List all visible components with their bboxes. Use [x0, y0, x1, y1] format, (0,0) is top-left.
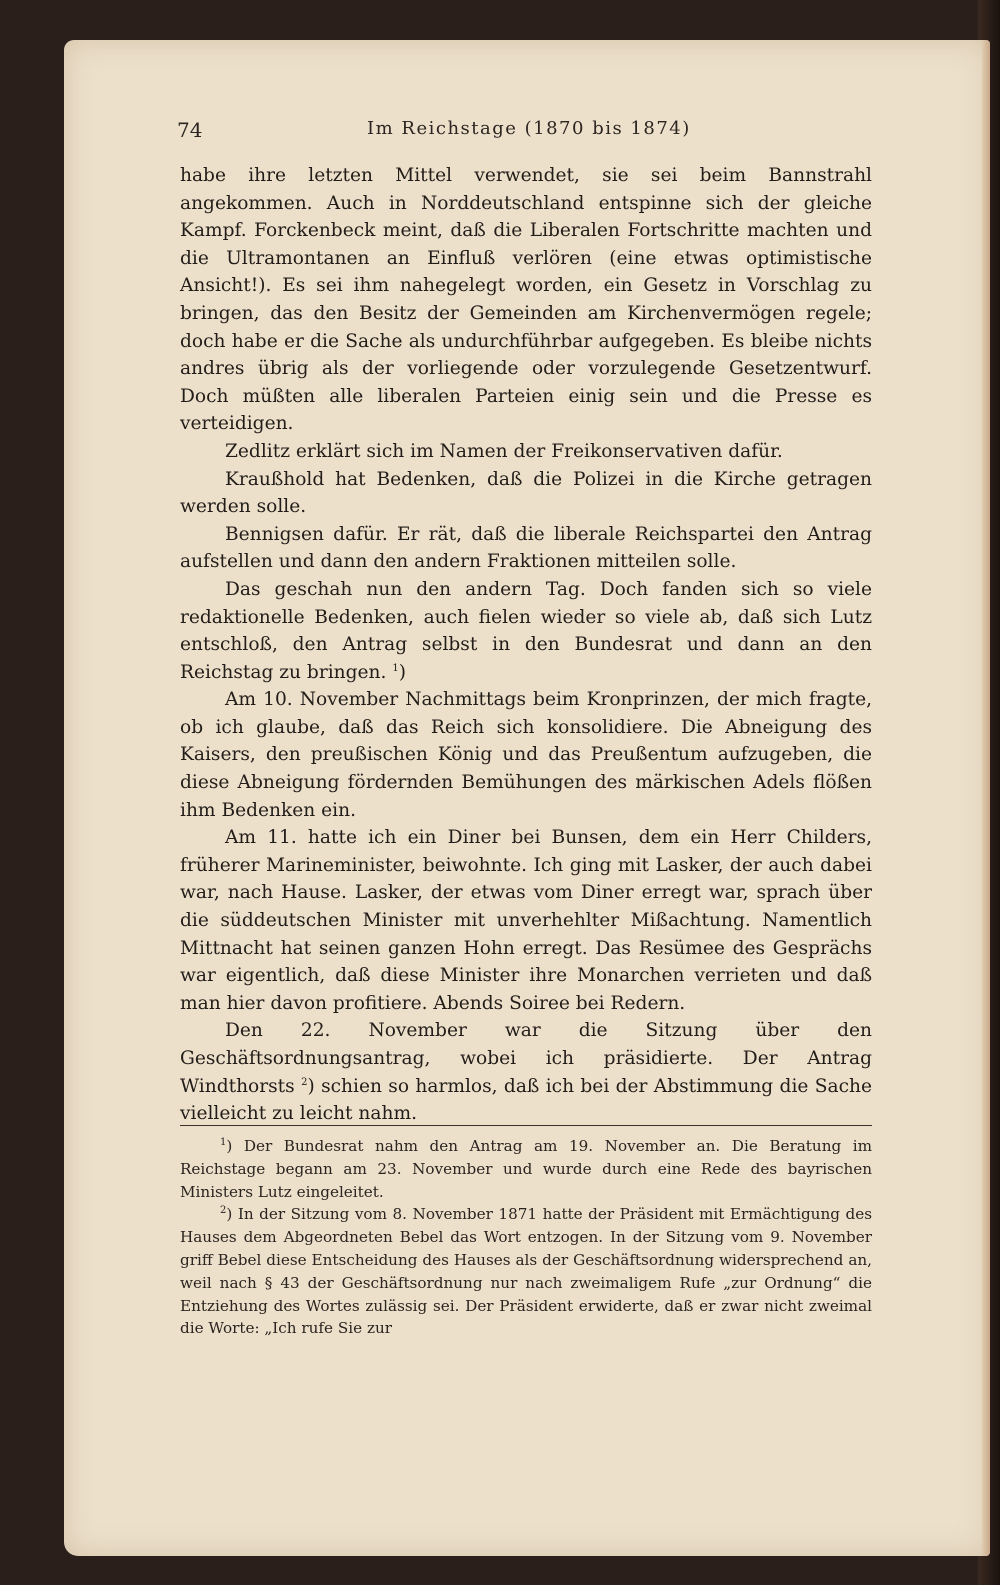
- paragraph: Kraußhold hat Bedenken, daß die Polizei in die Kirche getragen werden solle.: [180, 468, 872, 518]
- footnote: [180, 1135, 872, 1203]
- paragraph: [180, 1017, 872, 1127]
- footnote-text: ) Der Bundesrat nahm den Antrag am 19. November an. Die Beratung im Reichstage begann am 23. November und wurde durch eine Rede des bayrischen Ministers Lutz eingeleitet.: [180, 1137, 872, 1201]
- footnote-reference: 2: [301, 1076, 308, 1088]
- running-title: Im Reichstage (1870 bis 1874): [367, 118, 691, 139]
- footnote-marker: 2: [220, 1205, 227, 1217]
- footnote: [180, 1203, 872, 1340]
- main-text: [180, 162, 872, 1128]
- paragraph: Am 10. November Nachmittags beim Kronprinzen, der mich fragte, ob ich glaube, daß das Reich sich konsolidiere. Die Abneigung des Kaisers, den preußischen König und das Preußentum aufzugeben, die diese Abneigung fördernden Bemühungen des märkischen Adels flößen ihm Bedenken ein.: [180, 689, 872, 821]
- footnote-reference: 1: [392, 662, 399, 674]
- paragraph: Bennigsen dafür. Er rät, daß die liberale Reichspartei den Antrag aufstellen und dann den andern Fraktionen mitteilen solle.: [180, 523, 872, 573]
- paragraph: habe ihre letzten Mittel verwendet, sie sei beim Bannstrahl angekommen. Auch in Norddeutschland entspinne sich der gleiche Kampf. Forckenbeck meint, daß die Liberalen Fortschritte machten und die Ultramontanen an Einfluß verlören (eine etwas optimistische Ansicht!). Es sei ihm nahegelegt worden, ein Gesetz in Vorschlag zu bringen, das den Besitz der Gemeinden am Kirchenvermögen regele; doch habe er die Sache als undurchführbar aufgegeben. Es bleibe nichts andres übrig als der vorliegende oder vorzulegende Gesetzentwurf. Doch müßten alle liberalen Parteien einig sein und die Presse es verteidigen.: [180, 165, 872, 435]
- paragraph-text: Den 22. November war die Sitzung über den Geschäftsordnungsantrag, wobei ich präsidierte. Der Antrag Windthorsts: [180, 1020, 872, 1097]
- page-edge: [982, 40, 990, 1556]
- footnote-divider: [180, 1125, 872, 1126]
- footnote-marker: 1: [220, 1136, 227, 1148]
- footnote-reference-paren: ): [398, 661, 407, 683]
- footnote-text: ) In der Sitzung vom 8. November 1871 hatte der Präsident mit Ermächtigung des Hauses dem Abgeordneten Bebel das Wort entzogen. In der Sitzung vom 9. November griff Bebel diese Entscheidung des Hauses als der Geschäftsordnung widersprechend an, weil nach § 43 der Geschäftsordnung nur nach zweimaligem Rufe „zur Ordnung“ die Entziehung des Wortes zulässig sei. Der Präsident erwiderte, daß er zwar nicht zweimal die Worte: „Ich rufe Sie zur: [180, 1205, 872, 1338]
- page-number: 74: [177, 118, 203, 142]
- paragraph: Zedlitz erklärt sich im Namen der Freikonservativen dafür.: [225, 440, 783, 462]
- paragraph-text: Das geschah nun den andern Tag. Doch fanden sich so viele redaktionelle Bedenken, auch fielen wieder so viele ab, daß sich Lutz entschloß, den Antrag selbst in den Bundesrat und dann an den Reichstag zu bringen.: [180, 578, 872, 683]
- paragraph-text-continued: ) schien so harmlos, daß ich bei der Abstimmung die Sache vielleicht zu leicht nahm.: [180, 1075, 872, 1125]
- footnotes: [180, 1135, 872, 1340]
- paragraph: [180, 576, 872, 686]
- page-header: [177, 118, 867, 148]
- paragraph: Am 11. hatte ich ein Diner bei Bunsen, dem ein Herr Childers, früherer Marineminister, beiwohnte. Ich ging mit Lasker, der auch dabei war, nach Hause. Lasker, der etwas vom Diner erregt war, sprach über die süddeutschen Minister mit unverhehlter Mißachtung. Namentlich Mittnacht hat seinen ganzen Hohn erregt. Das Resümee des Gesprächs war eigentlich, daß diese Minister ihre Monarchen verrieten und daß man hier davon profitiere. Abends Soiree bei Redern.: [180, 827, 872, 1014]
